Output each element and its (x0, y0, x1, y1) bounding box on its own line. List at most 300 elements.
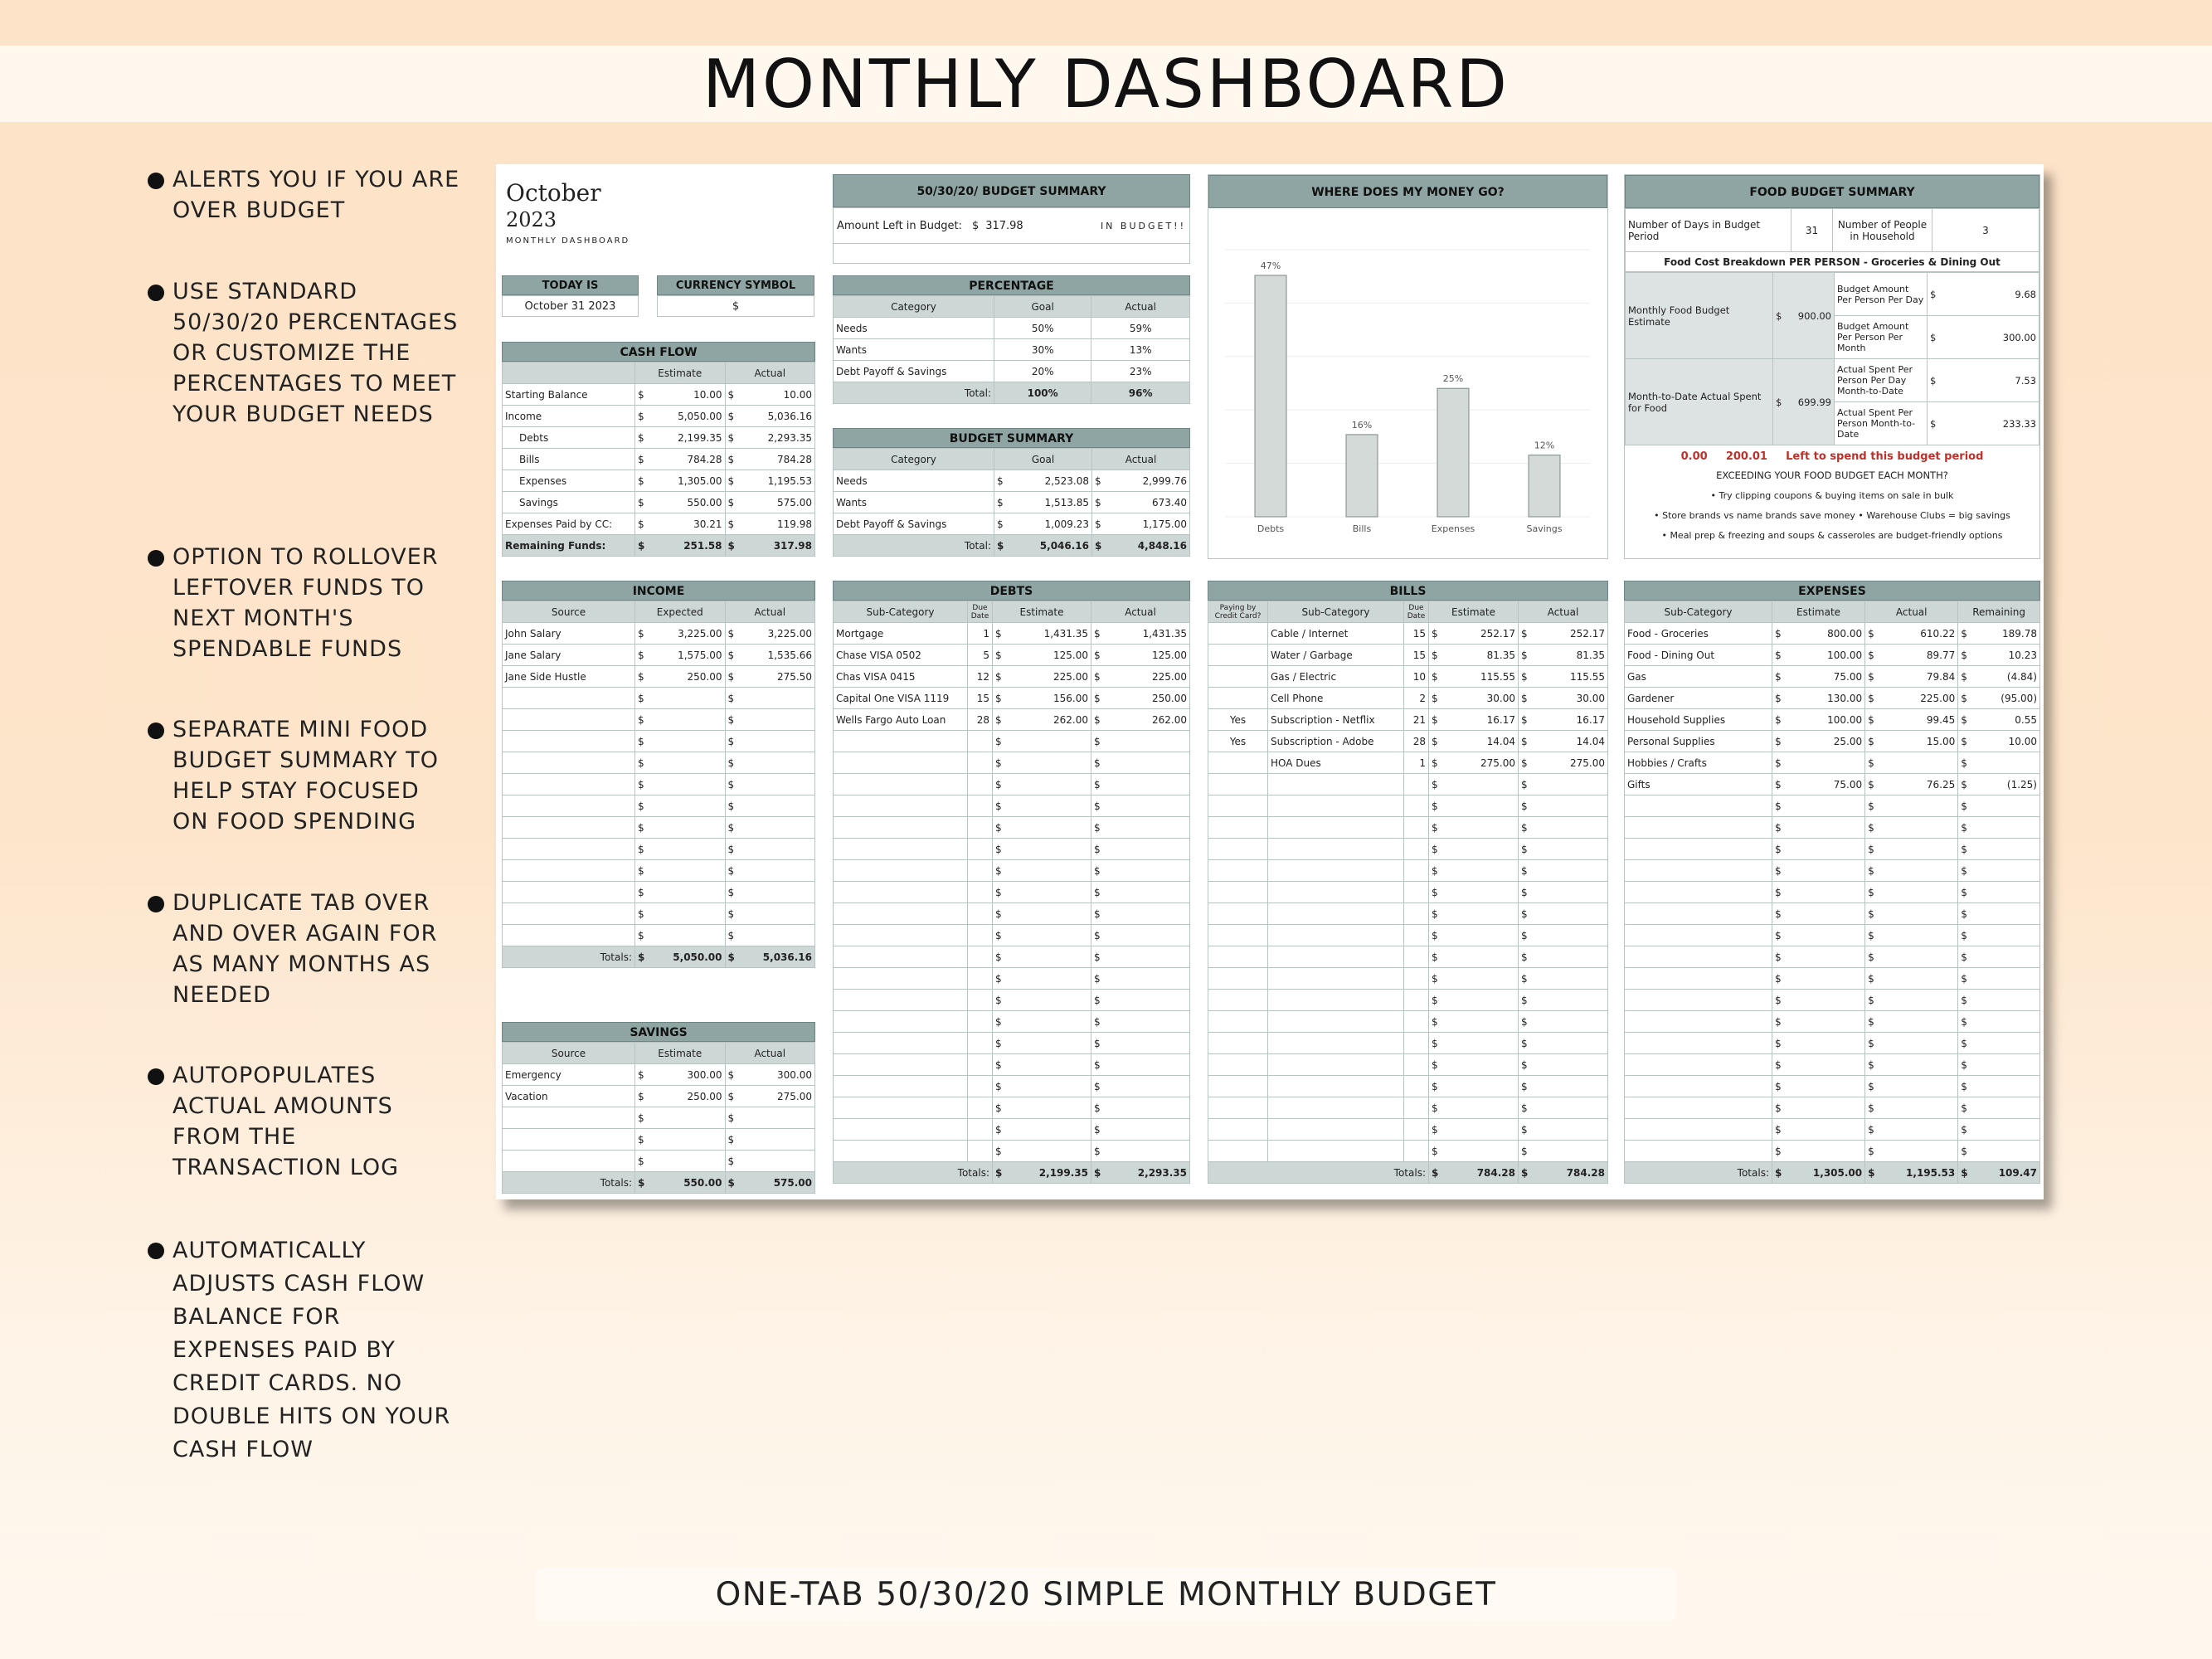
subcategory-cell[interactable] (834, 925, 968, 946)
subcategory-cell[interactable]: Subscription - Adobe (1268, 731, 1404, 752)
estimate-cell[interactable] (647, 1151, 726, 1172)
subcategory-cell[interactable]: Hobbies / Crafts (1625, 752, 1772, 774)
due-date-cell[interactable] (1404, 860, 1429, 882)
subcategory-cell[interactable] (834, 795, 968, 817)
due-date-cell[interactable]: 10 (1404, 666, 1429, 688)
subcategory-cell[interactable] (834, 1097, 968, 1119)
due-date-cell[interactable]: 12 (968, 666, 993, 688)
due-date-cell[interactable] (968, 731, 993, 752)
estimate-cell[interactable] (1004, 731, 1091, 752)
estimate-cell[interactable] (1784, 925, 1865, 946)
estimate-cell[interactable] (647, 709, 726, 731)
credit-card-cell[interactable] (1208, 946, 1268, 968)
estimate-cell[interactable] (1004, 1076, 1091, 1097)
credit-card-cell[interactable] (1208, 1033, 1268, 1054)
due-date-cell[interactable]: 28 (968, 709, 993, 731)
total-label: Totals: (1208, 1162, 1429, 1184)
source-cell[interactable] (503, 774, 635, 795)
subcategory-cell[interactable] (1268, 990, 1404, 1011)
subcategory-cell[interactable] (1268, 795, 1404, 817)
currency-value[interactable]: $ (657, 295, 814, 317)
estimate-cell[interactable] (1784, 1054, 1865, 1076)
estimate-cell[interactable] (1784, 882, 1865, 903)
subcategory-cell[interactable] (834, 817, 968, 839)
credit-card-cell[interactable] (1208, 1097, 1268, 1119)
estimate-cell[interactable]: 156.00 (1004, 688, 1091, 709)
estimate-cell[interactable] (647, 882, 726, 903)
people-value[interactable]: 3 (1932, 209, 2039, 252)
estimate-cell[interactable]: 262.00 (1004, 709, 1091, 731)
estimate-cell[interactable] (647, 795, 726, 817)
estimate-cell[interactable] (1441, 1119, 1519, 1141)
subcategory-cell[interactable] (1625, 946, 1772, 968)
estimate-cell[interactable] (1784, 968, 1865, 990)
estimate-cell[interactable] (647, 688, 726, 709)
estimate-cell[interactable]: 1,431.35 (1004, 623, 1091, 645)
total-row (1208, 1162, 1608, 1184)
estimate-cell[interactable] (1441, 1054, 1519, 1076)
subcategory-cell[interactable] (834, 1054, 968, 1076)
due-date-cell[interactable]: 28 (1404, 731, 1429, 752)
estimate-cell[interactable] (1004, 1033, 1091, 1054)
subcategory-cell[interactable] (1268, 946, 1404, 968)
estimate-cell[interactable]: 2,199.35 (647, 427, 726, 449)
subcategory-cell[interactable]: Chase VISA 0502 (834, 645, 968, 666)
due-date-cell[interactable] (1404, 1141, 1429, 1162)
source-cell[interactable] (503, 903, 635, 925)
estimate-cell[interactable] (1784, 1076, 1865, 1097)
credit-card-cell[interactable]: Yes (1208, 709, 1268, 731)
source-cell[interactable] (503, 925, 635, 946)
estimate-cell[interactable] (1784, 795, 1865, 817)
goal-cell[interactable]: 20% (994, 361, 1091, 382)
subcategory-cell[interactable]: Chas VISA 0415 (834, 666, 968, 688)
source-cell[interactable] (503, 709, 635, 731)
column-header: Goal (994, 296, 1091, 318)
estimate-cell[interactable]: 300.00 (647, 1064, 726, 1086)
subcategory-cell[interactable]: Cable / Internet (1268, 623, 1404, 645)
estimate-cell[interactable]: 115.55 (1441, 666, 1519, 688)
due-date-cell[interactable] (968, 1119, 993, 1141)
due-date-cell[interactable] (968, 990, 993, 1011)
actual-cell (1530, 882, 1608, 903)
subcategory-cell[interactable] (1268, 1097, 1404, 1119)
estimate-cell[interactable] (1441, 903, 1519, 925)
estimate-cell[interactable] (1784, 903, 1865, 925)
credit-card-cell[interactable] (1208, 1141, 1268, 1162)
due-date-cell[interactable] (1404, 903, 1429, 925)
credit-card-cell[interactable] (1208, 817, 1268, 839)
subcategory-cell[interactable]: Gifts (1625, 774, 1772, 795)
credit-card-cell[interactable] (1208, 839, 1268, 860)
estimate-cell[interactable] (1004, 839, 1091, 860)
estimate-cell[interactable] (647, 860, 726, 882)
subcategory-cell[interactable] (1268, 925, 1404, 946)
due-date-cell[interactable] (1404, 968, 1429, 990)
source-cell[interactable] (503, 839, 635, 860)
left-label: Left to spend this budget period (1786, 450, 1984, 463)
credit-card-cell[interactable] (1208, 903, 1268, 925)
subcategory-cell[interactable] (834, 946, 968, 968)
due-date-cell[interactable] (1404, 1011, 1429, 1033)
actual-cell (1530, 839, 1608, 860)
credit-card-cell[interactable] (1208, 795, 1268, 817)
credit-card-cell[interactable] (1208, 1011, 1268, 1033)
estimate-cell[interactable]: 75.00 (1784, 666, 1865, 688)
credit-card-cell[interactable] (1208, 1076, 1268, 1097)
subcategory-cell[interactable]: Personal Supplies (1625, 731, 1772, 752)
estimate-cell[interactable] (1004, 817, 1091, 839)
estimate-cell[interactable] (647, 817, 726, 839)
estimate-cell[interactable] (1784, 1097, 1865, 1119)
estimate-cell[interactable] (1004, 752, 1091, 774)
subcategory-cell[interactable] (1268, 1076, 1404, 1097)
credit-card-cell[interactable] (1208, 990, 1268, 1011)
estimate-cell[interactable] (647, 903, 726, 925)
credit-card-cell[interactable] (1208, 645, 1268, 666)
estimate-cell[interactable] (1784, 752, 1865, 774)
subcategory-cell[interactable] (1625, 817, 1772, 839)
estimate-cell[interactable] (1441, 946, 1519, 968)
estimate-cell[interactable] (1441, 882, 1519, 903)
estimate-cell[interactable] (1441, 990, 1519, 1011)
due-date-cell[interactable]: 15 (1404, 623, 1429, 645)
subcategory-cell[interactable] (1625, 860, 1772, 882)
estimate-cell[interactable] (647, 752, 726, 774)
due-date-cell[interactable] (968, 946, 993, 968)
estimate-cell[interactable] (647, 774, 726, 795)
estimate-cell[interactable]: 10.00 (647, 384, 726, 406)
due-date-cell[interactable] (968, 1141, 993, 1162)
due-date-cell[interactable] (968, 817, 993, 839)
due-date-cell[interactable] (968, 968, 993, 990)
total-estimate: 2,199.35 (1004, 1162, 1091, 1184)
subcategory-cell[interactable] (1268, 968, 1404, 990)
due-date-cell[interactable]: 21 (1404, 709, 1429, 731)
credit-card-cell[interactable] (1208, 666, 1268, 688)
estimate-cell[interactable] (647, 1107, 726, 1129)
estimate-cell[interactable] (1441, 774, 1519, 795)
due-date-cell[interactable]: 1 (968, 623, 993, 645)
actual-cell: 16.17 (1530, 709, 1608, 731)
subcategory-cell[interactable] (834, 860, 968, 882)
estimate-cell[interactable] (1441, 795, 1519, 817)
subcategory-cell[interactable] (1268, 817, 1404, 839)
currency-sign: $ (725, 1172, 737, 1194)
estimate-cell[interactable] (1784, 839, 1865, 860)
subcategory-cell[interactable] (834, 903, 968, 925)
subcategory-cell[interactable] (1625, 839, 1772, 860)
subcategory-cell[interactable] (1268, 1011, 1404, 1033)
estimate-cell[interactable] (1441, 925, 1519, 946)
due-date-cell[interactable]: 1 (1404, 752, 1429, 774)
subcategory-cell[interactable] (1268, 903, 1404, 925)
estimate-cell[interactable]: 81.35 (1441, 645, 1519, 666)
subcategory-cell[interactable] (834, 1141, 968, 1162)
due-date-cell[interactable] (968, 1033, 993, 1054)
credit-card-cell[interactable] (1208, 925, 1268, 946)
due-date-cell[interactable] (1404, 1054, 1429, 1076)
subcategory-cell[interactable] (1268, 1033, 1404, 1054)
estimate-cell[interactable] (1441, 1141, 1519, 1162)
source-cell[interactable] (503, 1129, 635, 1151)
estimate-cell[interactable]: 3,225.00 (647, 623, 726, 645)
subcategory-cell[interactable] (1625, 925, 1772, 946)
subcategory-cell[interactable] (834, 1119, 968, 1141)
estimate-cell[interactable]: 5,050.00 (647, 406, 726, 427)
credit-card-cell[interactable] (1208, 968, 1268, 990)
subcategory-cell[interactable] (834, 731, 968, 752)
estimate-cell[interactable] (1441, 817, 1519, 839)
subcategory-cell[interactable]: Wells Fargo Auto Loan (834, 709, 968, 731)
estimate-cell[interactable] (1784, 860, 1865, 882)
estimate-cell[interactable] (1004, 882, 1091, 903)
subcategory-cell[interactable]: Household Supplies (1625, 709, 1772, 731)
due-date-cell[interactable] (1404, 925, 1429, 946)
due-date-cell[interactable] (968, 1011, 993, 1033)
due-date-cell[interactable] (1404, 1119, 1429, 1141)
source-cell[interactable] (503, 1151, 635, 1172)
estimate-cell[interactable] (1004, 1097, 1091, 1119)
actual-cell (737, 774, 815, 795)
due-date-cell[interactable] (968, 882, 993, 903)
estimate-cell[interactable] (1784, 1141, 1865, 1162)
currency-sign: $ (725, 795, 737, 817)
estimate-cell[interactable] (1004, 946, 1091, 968)
estimate-cell[interactable]: 225.00 (1004, 666, 1091, 688)
subcategory-cell[interactable] (1268, 839, 1404, 860)
goal-cell[interactable]: 30% (994, 339, 1091, 361)
estimate-cell[interactable]: 30.21 (647, 513, 726, 535)
source-cell[interactable]: John Salary (503, 623, 635, 645)
estimate-cell[interactable] (647, 1129, 726, 1151)
due-date-cell[interactable] (968, 752, 993, 774)
source-cell[interactable] (503, 752, 635, 774)
subcategory-cell[interactable] (834, 882, 968, 903)
credit-card-cell[interactable] (1208, 1054, 1268, 1076)
estimate-cell[interactable]: 550.00 (647, 492, 726, 513)
due-date-cell[interactable] (1404, 774, 1429, 795)
due-date-cell[interactable] (968, 839, 993, 860)
estimate-cell[interactable]: 25.00 (1784, 731, 1865, 752)
subcategory-cell[interactable] (1268, 1119, 1404, 1141)
due-date-cell[interactable] (1404, 1097, 1429, 1119)
estimate-cell[interactable]: 800.00 (1784, 623, 1865, 645)
estimate-cell[interactable] (1441, 1033, 1519, 1054)
subcategory-cell[interactable]: Gardener (1625, 688, 1772, 709)
due-date-cell[interactable] (968, 1097, 993, 1119)
estimate-cell[interactable] (1004, 1141, 1091, 1162)
source-cell[interactable] (503, 795, 635, 817)
estimate-cell[interactable] (1784, 1119, 1865, 1141)
due-date-cell[interactable]: 5 (968, 645, 993, 666)
estimate-cell[interactable] (1004, 1011, 1091, 1033)
due-date-cell[interactable] (1404, 839, 1429, 860)
subcategory-cell[interactable] (1625, 990, 1772, 1011)
estimate-cell[interactable] (1441, 860, 1519, 882)
estimate-cell[interactable]: 784.28 (647, 449, 726, 470)
due-date-cell[interactable]: 2 (1404, 688, 1429, 709)
estimate-cell[interactable] (1784, 1011, 1865, 1033)
actual-cell: 252.17 (1530, 623, 1608, 645)
credit-card-cell[interactable]: Yes (1208, 731, 1268, 752)
subcategory-cell[interactable]: Subscription - Netflix (1268, 709, 1404, 731)
days-value[interactable]: 31 (1791, 209, 1833, 252)
subcategory-cell[interactable] (834, 1011, 968, 1033)
due-date-cell[interactable] (968, 774, 993, 795)
subcategory-cell[interactable] (1268, 1054, 1404, 1076)
estimate-cell[interactable] (1004, 1119, 1091, 1141)
source-cell[interactable]: Vacation (503, 1086, 635, 1107)
estimate-cell[interactable]: 252.17 (1441, 623, 1519, 645)
subcategory-cell[interactable]: HOA Dues (1268, 752, 1404, 774)
estimate-cell[interactable] (1004, 925, 1091, 946)
subcategory-cell[interactable] (834, 752, 968, 774)
estimate-cell[interactable]: 125.00 (1004, 645, 1091, 666)
subcategory-cell[interactable] (834, 1033, 968, 1054)
subcategory-cell[interactable] (834, 1076, 968, 1097)
subcategory-cell[interactable] (1268, 774, 1404, 795)
subcategory-cell[interactable] (1625, 1033, 1772, 1054)
estimate-cell[interactable]: 1,305.00 (647, 470, 726, 492)
due-date-cell[interactable] (1404, 1076, 1429, 1097)
subcategory-cell[interactable]: Food - Dining Out (1625, 645, 1772, 666)
due-date-cell[interactable] (1404, 795, 1429, 817)
estimate-cell[interactable] (1004, 774, 1091, 795)
estimate-cell[interactable]: 1,575.00 (647, 645, 726, 666)
subcategory-cell[interactable] (1268, 1141, 1404, 1162)
due-date-cell[interactable] (1404, 990, 1429, 1011)
due-date-cell[interactable] (968, 1054, 993, 1076)
due-date-cell[interactable] (1404, 882, 1429, 903)
estimate-cell[interactable]: 130.00 (1784, 688, 1865, 709)
subcategory-cell[interactable]: Water / Garbage (1268, 645, 1404, 666)
source-cell[interactable]: Jane Salary (503, 645, 635, 666)
source-cell[interactable]: Emergency (503, 1064, 635, 1086)
estimate-cell[interactable] (1004, 860, 1091, 882)
subcategory-cell[interactable]: Gas (1625, 666, 1772, 688)
due-date-cell[interactable] (968, 1076, 993, 1097)
estimate-cell[interactable]: 75.00 (1784, 774, 1865, 795)
subcategory-cell[interactable] (834, 968, 968, 990)
due-date-cell[interactable] (1404, 817, 1429, 839)
due-date-cell[interactable] (1404, 1033, 1429, 1054)
credit-card-cell[interactable] (1208, 623, 1268, 645)
subcategory-cell[interactable] (1625, 1054, 1772, 1076)
subcategory-cell[interactable]: Capital One VISA 1119 (834, 688, 968, 709)
source-cell[interactable] (503, 882, 635, 903)
estimate-cell[interactable] (1004, 903, 1091, 925)
estimate-cell[interactable]: 16.17 (1441, 709, 1519, 731)
subcategory-cell[interactable]: Food - Groceries (1625, 623, 1772, 645)
due-date-cell[interactable]: 15 (1404, 645, 1429, 666)
subcategory-cell[interactable] (1625, 882, 1772, 903)
per-month-label: Budget Amount Per Person Per Month (1835, 316, 1928, 359)
subcategory-cell[interactable] (834, 990, 968, 1011)
currency-sign: $ (1429, 688, 1441, 709)
subcategory-cell[interactable] (1625, 1097, 1772, 1119)
goal-cell[interactable]: 50% (994, 318, 1091, 339)
credit-card-cell[interactable] (1208, 882, 1268, 903)
source-cell[interactable] (503, 731, 635, 752)
subcategory-cell[interactable] (1625, 1119, 1772, 1141)
estimate-cell[interactable] (1441, 1011, 1519, 1033)
source-cell[interactable]: Jane Side Hustle (503, 666, 635, 688)
estimate-cell[interactable] (647, 925, 726, 946)
table-row (1625, 990, 2040, 1011)
source-cell[interactable] (503, 1107, 635, 1129)
table-row (503, 406, 815, 427)
estimate-cell[interactable]: 30.00 (1441, 688, 1519, 709)
actual-cell (1877, 1076, 1958, 1097)
estimate-cell[interactable]: 250.00 (647, 1086, 726, 1107)
today-value[interactable]: October 31 2023 (502, 295, 639, 317)
estimate-cell[interactable] (647, 839, 726, 860)
estimate-cell[interactable] (1441, 1076, 1519, 1097)
subcategory-cell[interactable] (1625, 1076, 1772, 1097)
due-date-cell[interactable] (968, 860, 993, 882)
estimate-cell[interactable]: 250.00 (647, 666, 726, 688)
estimate-cell[interactable] (1784, 817, 1865, 839)
subcategory-cell[interactable] (1625, 795, 1772, 817)
estimate-cell[interactable] (1784, 990, 1865, 1011)
credit-card-cell[interactable] (1208, 774, 1268, 795)
due-date-cell[interactable] (968, 925, 993, 946)
estimate-cell[interactable] (1004, 1054, 1091, 1076)
source-cell[interactable] (503, 688, 635, 709)
subcategory-cell[interactable] (1625, 903, 1772, 925)
title-bar (0, 46, 2212, 122)
total-label: Totals: (503, 946, 635, 968)
subcategory-cell[interactable] (1268, 882, 1404, 903)
estimate-cell[interactable] (647, 731, 726, 752)
subcategory-cell[interactable] (1625, 1141, 1772, 1162)
estimate-cell[interactable] (1441, 839, 1519, 860)
estimate-cell[interactable]: 14.04 (1441, 731, 1519, 752)
currency-sign: $ (725, 1107, 737, 1129)
subcategory-cell[interactable]: Mortgage (834, 623, 968, 645)
subcategory-cell[interactable] (834, 839, 968, 860)
estimate-cell[interactable] (1004, 990, 1091, 1011)
credit-card-cell[interactable] (1208, 688, 1268, 709)
subcategory-cell[interactable] (1625, 968, 1772, 990)
source-cell[interactable] (503, 860, 635, 882)
estimate-cell[interactable] (1441, 1097, 1519, 1119)
subcategory-cell[interactable] (834, 774, 968, 795)
credit-card-cell[interactable] (1208, 1119, 1268, 1141)
due-date-cell[interactable] (968, 903, 993, 925)
due-date-cell[interactable]: 15 (968, 688, 993, 709)
estimate-cell[interactable]: 100.00 (1784, 709, 1865, 731)
currency-sign: $ (1091, 1033, 1103, 1054)
subcategory-cell[interactable]: Gas / Electric (1268, 666, 1404, 688)
estimate-cell[interactable]: 275.00 (1441, 752, 1519, 774)
subcategory-cell[interactable]: Cell Phone (1268, 688, 1404, 709)
estimate-cell[interactable] (1784, 946, 1865, 968)
source-cell[interactable] (503, 817, 635, 839)
subcategory-cell[interactable] (1268, 860, 1404, 882)
subcategory-cell[interactable] (1625, 1011, 1772, 1033)
estimate-cell[interactable] (1784, 1033, 1865, 1054)
due-date-cell[interactable] (968, 795, 993, 817)
credit-card-cell[interactable] (1208, 752, 1268, 774)
estimate-cell[interactable]: 100.00 (1784, 645, 1865, 666)
estimate-cell[interactable] (1441, 968, 1519, 990)
credit-card-cell[interactable] (1208, 860, 1268, 882)
estimate-cell[interactable] (1004, 795, 1091, 817)
estimate-cell[interactable] (1004, 968, 1091, 990)
due-date-cell[interactable] (1404, 946, 1429, 968)
